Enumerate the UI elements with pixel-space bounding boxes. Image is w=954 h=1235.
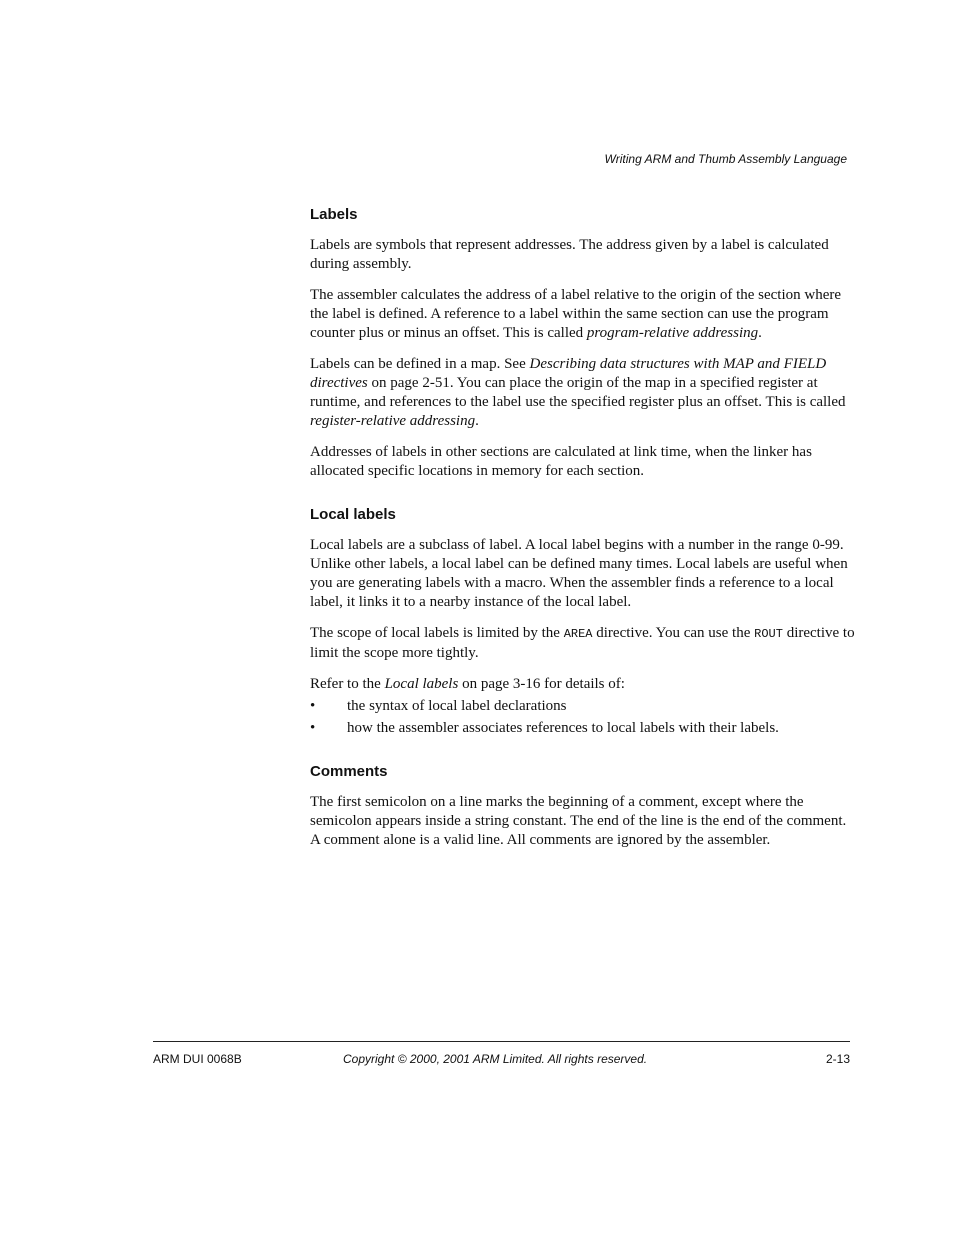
- list-item: [310, 719, 855, 738]
- text-span: Labels can be defined in a map. See: [310, 356, 530, 372]
- text-span: directive to limit the scope more tightly.: [310, 625, 855, 661]
- footer-divider: [153, 1041, 850, 1042]
- paragraph: Addresses of labels in other sections are calculated at link time, when the linker has allocated specific locations in memory for each section.: [310, 444, 812, 479]
- cross-reference: Describing data structures with MAP and FIELD directives: [310, 356, 827, 391]
- footer-copyright: Copyright © 2000, 2001 ARM Limited. All rights reserved.: [343, 1052, 648, 1066]
- text-span: .: [758, 325, 762, 341]
- list-item: [310, 697, 855, 716]
- section-heading-local-labels: Local labels: [310, 506, 396, 523]
- bullet-list: [310, 697, 855, 738]
- section-heading-labels: Labels: [310, 206, 358, 223]
- running-header: Writing ARM and Thumb Assembly Language: [604, 152, 847, 166]
- list-item-text: the syntax of local label declarations: [347, 698, 567, 714]
- text-span: on page 2-51. You can place the origin of the map in a specified register at runtime, and references to the label use the specified register plus an offset. This is called: [310, 375, 846, 410]
- cross-reference: Local labels: [384, 676, 459, 692]
- bullet-icon: •: [310, 698, 316, 714]
- text-span: The scope of local labels is limited by the: [310, 625, 564, 641]
- paragraph: [310, 624, 855, 663]
- code-term: ROUT: [754, 627, 783, 641]
- section-heading-comments: Comments: [310, 763, 388, 780]
- text-span: Refer to the: [310, 676, 385, 692]
- bullet-icon: •: [310, 720, 316, 736]
- footer-doc-id: ARM DUI 0068B: [153, 1052, 242, 1066]
- paragraph: [310, 286, 855, 343]
- emphasis-term: program-relative addressing: [586, 325, 759, 341]
- list-item-text: how the assembler associates references to local labels with their labels.: [347, 720, 779, 736]
- main-content: [310, 205, 855, 874]
- text-span: directive. You can use the: [592, 625, 755, 641]
- section-labels: [310, 205, 855, 481]
- text-span: .: [475, 413, 479, 429]
- text-span: The assembler calculates the address of a label relative to the origin of the section where the label is defined. A reference to a label within the same section can use the program counter plus or minus an offset. This is called: [310, 287, 842, 341]
- paragraph: Labels are symbols that represent addresses. The address given by a label is calculated during assembly.: [310, 237, 829, 272]
- section-comments: [310, 762, 855, 850]
- paragraph: [310, 675, 855, 694]
- section-local-labels: [310, 505, 855, 738]
- paragraph: [310, 355, 855, 431]
- code-term: AREA: [563, 627, 593, 641]
- text-span: on page 3-16 for details of:: [458, 676, 625, 692]
- footer-page-number: 2-13: [825, 1052, 850, 1066]
- emphasis-term: register-relative addressing: [310, 413, 476, 429]
- paragraph: The first semicolon on a line marks the beginning of a comment, except where the semicolon appears inside a string constant. The end of the line is the end of the comment. A comment alone is a valid line. All comments are ignored by the assembler.: [310, 794, 847, 848]
- paragraph: Local labels are a subclass of label. A local label begins with a number in the range 0-99. Unlike other labels, a local label can be defined many times. Local labels are useful when you are generating labels with a macro. When the assembler finds a reference to a local label, it links it to a nearby instance of the local label.: [310, 537, 848, 610]
